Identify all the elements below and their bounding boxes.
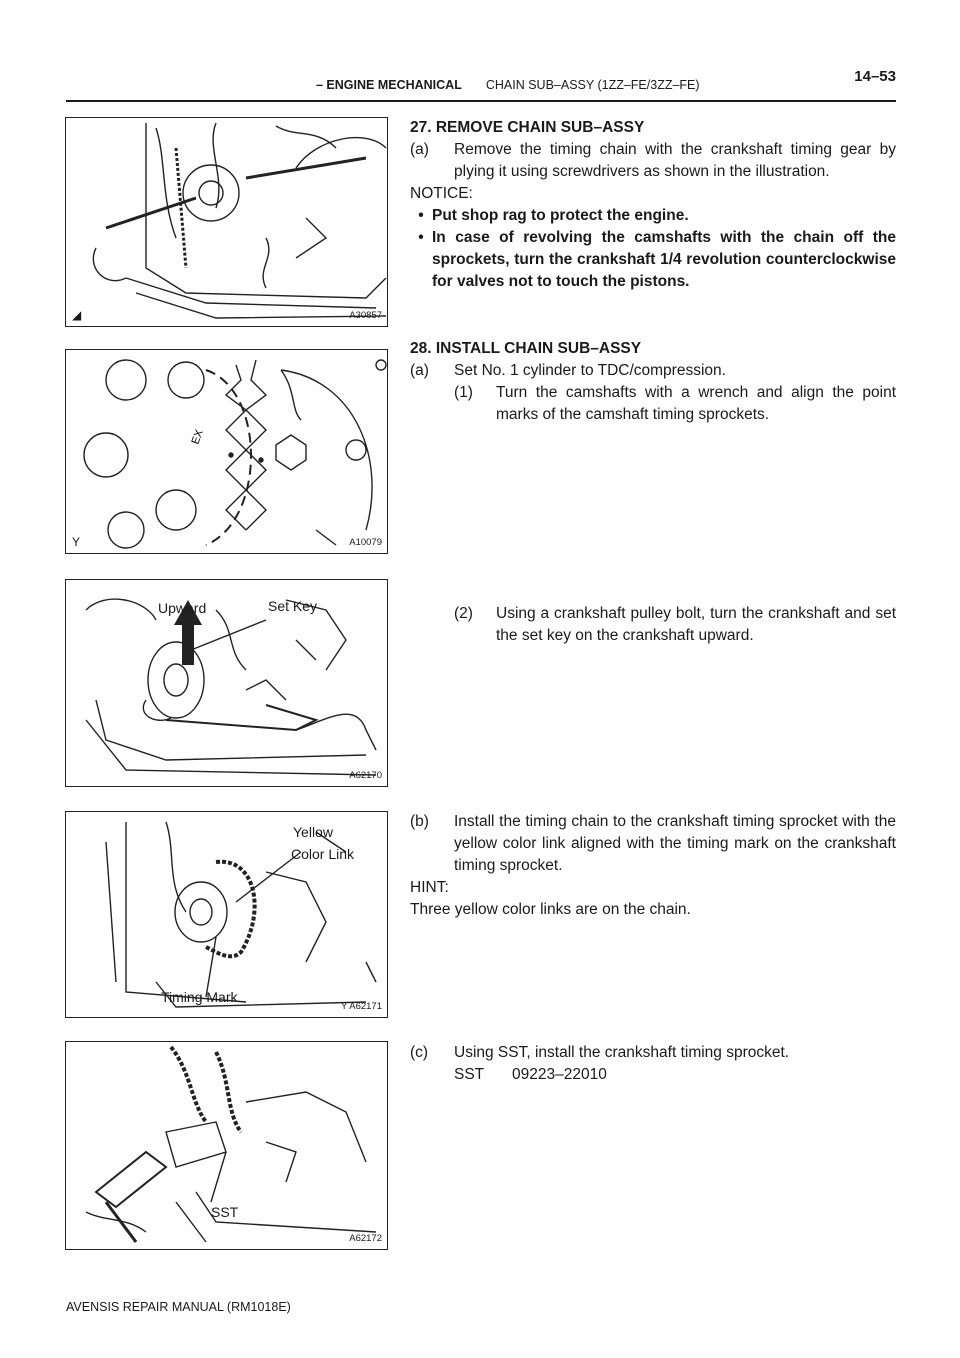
step-28-b xyxy=(410,811,896,921)
figure-color-link xyxy=(65,811,388,1018)
crankshaft-illustration xyxy=(66,580,388,787)
label-set-key: Set Key xyxy=(268,598,318,614)
step-28 xyxy=(410,338,896,426)
figure-remove-chain xyxy=(65,117,388,327)
figure-mark: Y xyxy=(340,1001,348,1012)
figure-code: A62172 xyxy=(349,1233,382,1244)
step-28-a1-text: Turn the camshafts with a wrench and align the point marks of the camshaft timing sprockets. xyxy=(496,384,896,423)
step-28-a xyxy=(410,360,896,382)
label-color-link: Color Link xyxy=(291,846,355,862)
label-upward: Upward xyxy=(158,600,207,616)
step-28-b-text: Install the timing chain to the crankshaft timing sprocket with the yellow color link aligned with the timing mark on the crankshaft timing sprocket. xyxy=(454,813,896,874)
step-27-title: 27. REMOVE CHAIN SUB–ASSY xyxy=(410,119,645,136)
header-subsection: CHAIN SUB–ASSY (1ZZ–FE/3ZZ–FE) xyxy=(485,78,700,92)
step-28-a-num: (a) xyxy=(410,362,429,379)
hint-text: Three yellow color links are on the chain. xyxy=(410,901,691,918)
notice-bullet-2: • In case of revolving the camshafts with the chain off the sprockets, turn the crankshaft 1/4 revolution counterclockwise for valves not to touch the pistons. xyxy=(418,229,896,290)
step-28-title: 28. INSTALL CHAIN SUB–ASSY xyxy=(410,340,642,357)
figure-set-key xyxy=(65,579,388,787)
page-footer: AVENSIS REPAIR MANUAL (RM1018E) xyxy=(66,1300,291,1314)
sst-label: SST xyxy=(454,1066,485,1083)
step-27-a xyxy=(410,139,896,183)
label-sst: SST xyxy=(211,1204,239,1220)
step-28-a2 xyxy=(410,603,896,647)
step-28-c xyxy=(410,1042,896,1086)
notice-label: NOTICE: xyxy=(410,185,473,202)
engine-illustration-1 xyxy=(66,118,388,327)
figure-code: A10079 xyxy=(349,537,382,548)
step-28-a1 xyxy=(454,382,896,426)
label-yellow: Yellow xyxy=(293,824,333,840)
figure-mark: Y xyxy=(72,535,81,549)
figure-code: A62170 xyxy=(349,770,382,781)
step-28-a2-text: Using a crankshaft pulley bolt, turn the crankshaft and set the set key on the crankshaft upward. xyxy=(496,605,896,644)
figure-sst xyxy=(65,1041,388,1250)
header-title xyxy=(316,78,700,92)
sst-line xyxy=(454,1064,896,1086)
figure-code xyxy=(341,1001,382,1012)
hint-label: HINT: xyxy=(410,879,449,896)
figure-camshaft-sprockets xyxy=(65,349,388,554)
svg-text:EX: EX xyxy=(189,428,206,447)
figure-mark: ◢ xyxy=(72,308,82,322)
sprocket-illustration xyxy=(66,350,388,554)
step-27 xyxy=(410,117,896,293)
header-section: – ENGINE MECHANICAL xyxy=(316,78,462,92)
step-28-c-num: (c) xyxy=(410,1044,429,1061)
step-28-a1-num: (1) xyxy=(454,384,473,401)
figure-code-value: A62171 xyxy=(349,1001,382,1012)
step-28-b-num: (b) xyxy=(410,813,429,830)
sst-number: 09223–22010 xyxy=(512,1066,607,1083)
step-28-c-text: Using SST, install the crankshaft timing sprocket. xyxy=(454,1044,790,1061)
label-timing-mark: Timing Mark xyxy=(161,989,238,1005)
page-header xyxy=(66,60,896,102)
step-28-a2-num: (2) xyxy=(454,605,473,622)
notice-bullet-1: • Put shop rag to protect the engine. xyxy=(418,207,689,224)
step-27-a-text: Remove the timing chain with the crankshaft timing gear by plying it using screwdrivers as shown in the illustration. xyxy=(454,141,896,180)
figure-code: A30857 xyxy=(349,310,382,321)
step-28-a-text: Set No. 1 cylinder to TDC/compression. xyxy=(454,362,726,379)
page-number: 14–53 xyxy=(854,68,896,85)
step-27-a-num: (a) xyxy=(410,141,429,158)
